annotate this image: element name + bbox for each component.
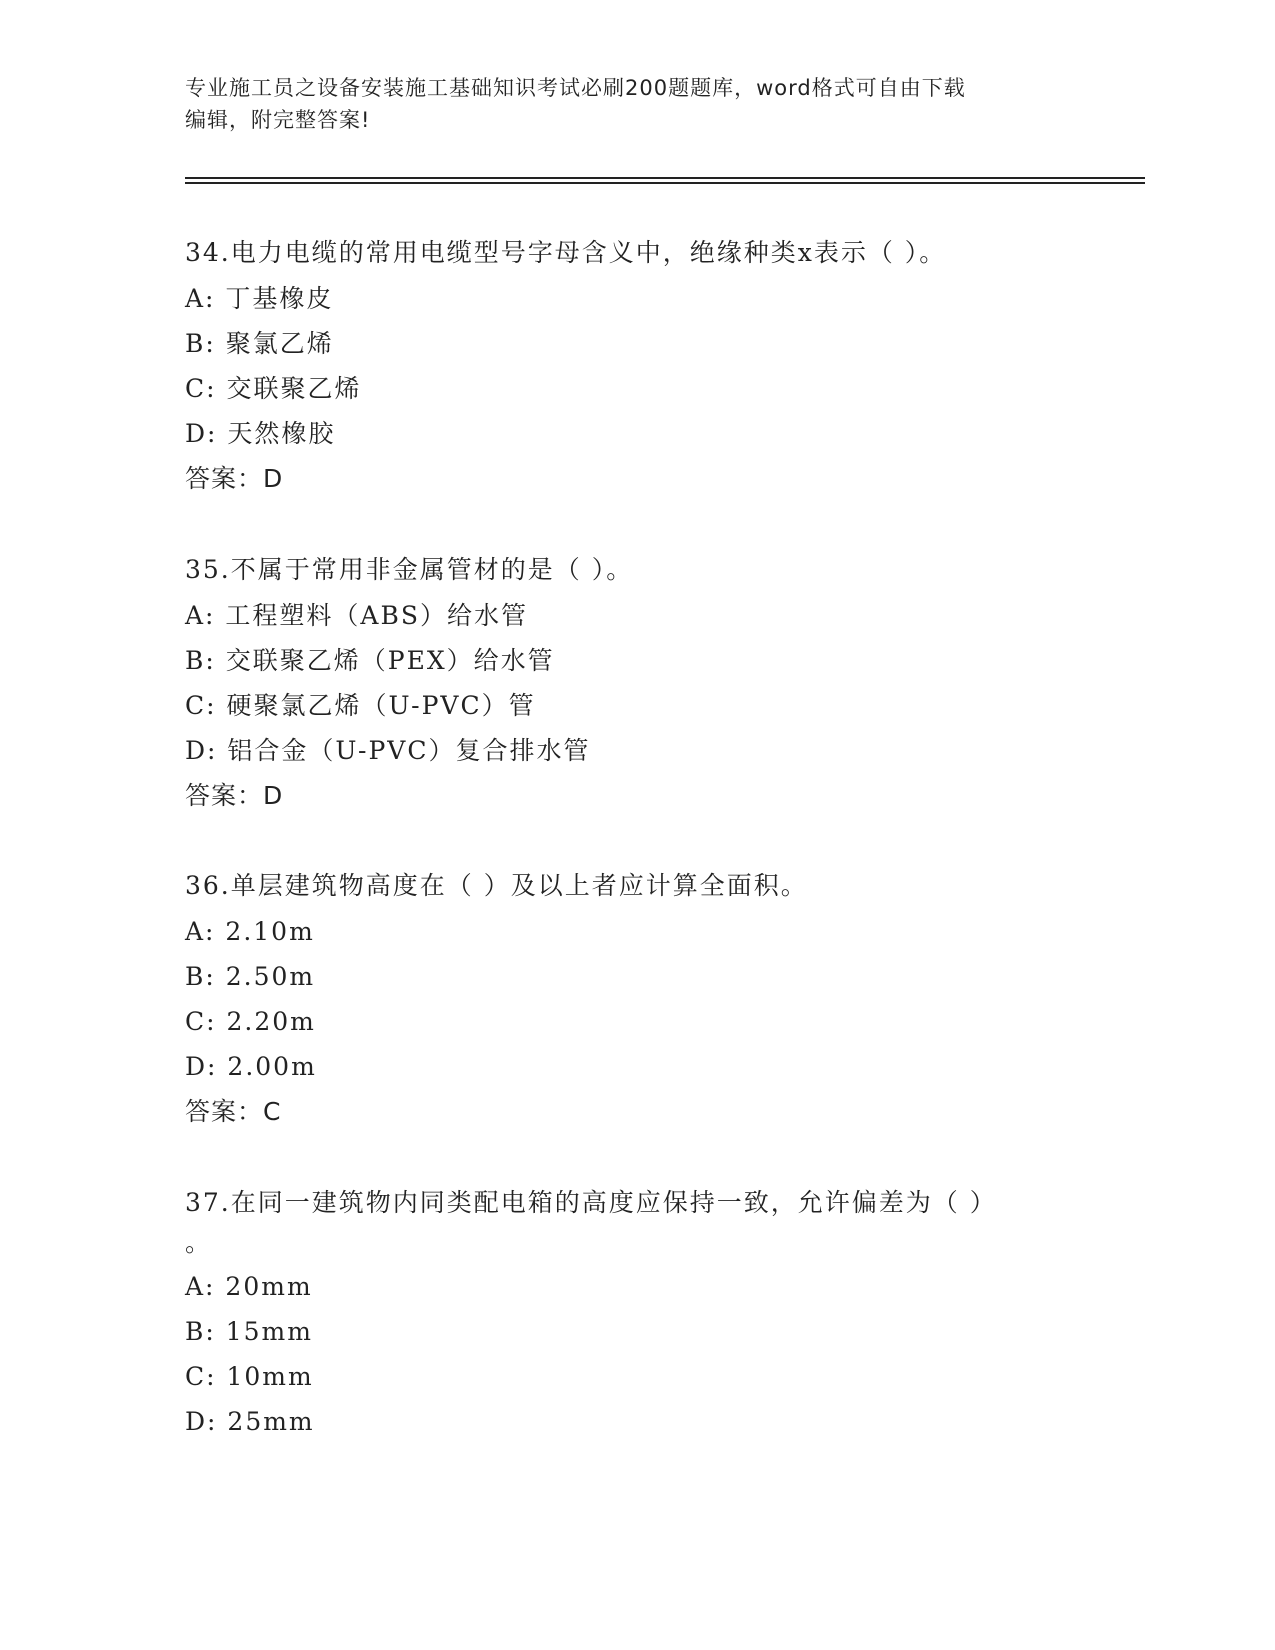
option-d: D: 铝合金（U-PVC）复合排水管: [185, 736, 591, 765]
option-a: A: 2.10m: [185, 917, 315, 946]
document-header: [185, 72, 1065, 136]
question-36: [185, 871, 1065, 1127]
option-b: B: 15mm: [185, 1317, 313, 1346]
question-35: [185, 555, 1065, 811]
document-title-line-1: 专业施工员之设备安装施工基础知识考试必刷200题题库，word格式可自由下载: [185, 76, 966, 100]
option-a: A: 丁基橡皮: [185, 284, 334, 313]
option-c: C: 2.20m: [185, 1007, 316, 1036]
question-stem: 36.单层建筑物高度在（ ）及以上者应计算全面积。: [185, 871, 808, 900]
option-d: D: 2.00m: [185, 1052, 317, 1081]
option-d: D: 天然橡胶: [185, 419, 336, 448]
option-a: A: 工程塑料（ABS）给水管: [185, 601, 528, 630]
question-stem: 34.电力电缆的常用电缆型号字母含义中，绝缘种类x表示（ ）。: [185, 238, 947, 267]
header-divider-top: [185, 177, 1145, 179]
question-34: [185, 238, 1065, 494]
document-title-line-2: 编辑，附完整答案!: [185, 108, 371, 132]
option-a: A: 20mm: [185, 1272, 313, 1301]
header-divider-bottom: [185, 182, 1145, 184]
option-c: C: 交联聚乙烯: [185, 374, 362, 403]
question-37: [185, 1188, 1065, 1452]
question-stem-continuation: 。: [185, 1228, 211, 1257]
option-b: B: 2.50m: [185, 962, 316, 991]
answer-label: 答案：D: [185, 781, 284, 810]
option-c: C: 硬聚氯乙烯（U-PVC）管: [185, 691, 536, 720]
option-b: B: 聚氯乙烯: [185, 329, 334, 358]
question-stem: 37.在同一建筑物内同类配电箱的高度应保持一致，允许偏差为（ ）: [185, 1188, 997, 1217]
answer-label: 答案：C: [185, 1097, 282, 1126]
question-stem: 35.不属于常用非金属管材的是（ ）。: [185, 555, 634, 584]
option-d: D: 25mm: [185, 1407, 315, 1436]
answer-label: 答案：D: [185, 464, 284, 493]
option-b: B: 交联聚乙烯（PEX）给水管: [185, 646, 555, 675]
option-c: C: 10mm: [185, 1362, 314, 1391]
